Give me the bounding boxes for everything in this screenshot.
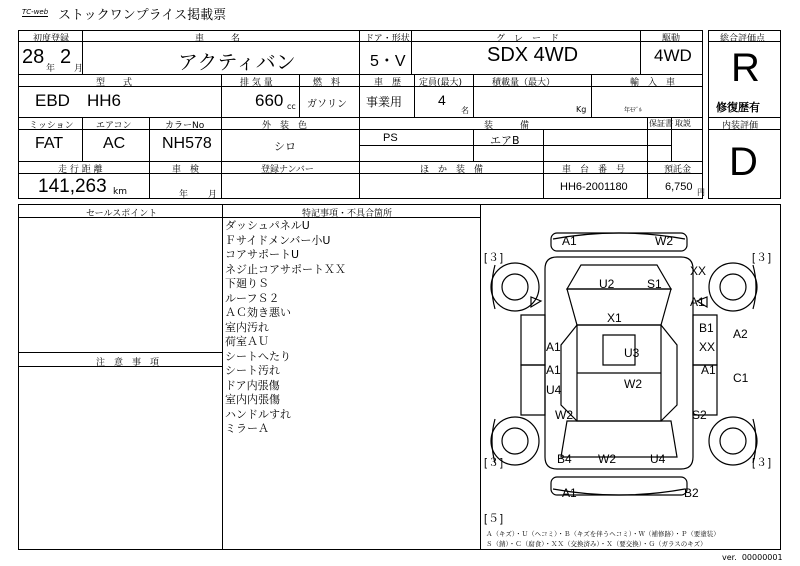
label-color-no: カラーNo (165, 121, 205, 131)
model-value: HH6 (87, 91, 122, 110)
mark-xx-right2: XX (699, 340, 716, 354)
legend-line-2: Ｓ（錆）・Ｃ（腐食）・ＸＸ（交換済み）・Ｘ（要交換）・Ｇ（ガラスのキズ） (486, 540, 707, 548)
label-mileage: 走 行 距 離 (58, 165, 103, 175)
remark-item: ルーフＳ２ (225, 291, 280, 305)
remarks-list (225, 219, 346, 437)
label-aircon: エアコン (96, 121, 132, 131)
remark-item: ハンドルすれ (225, 407, 291, 421)
bracket-bl: [３] (484, 457, 505, 469)
color-value: シロ (274, 140, 296, 153)
mark-w2-top: W2 (655, 234, 673, 248)
capacity-unit: 名 (461, 106, 469, 115)
mark-a2: A2 (733, 327, 748, 341)
history-value: 事業用 (366, 95, 403, 109)
remark-item: 荷室ＡＵ (225, 335, 269, 348)
insp-year-unit: 年 (179, 190, 189, 200)
label-grade: グ レ ー ド (496, 34, 560, 44)
diagram-wheel-fr (709, 263, 757, 311)
label-manual: 取説 (675, 119, 691, 128)
label-inspection: 車 検 (172, 165, 200, 175)
label-price: 預託金 (664, 165, 692, 175)
bracket-br: [３] (752, 457, 773, 469)
equip-airbag: エアB (490, 134, 520, 147)
mark-x1: X1 (607, 311, 622, 325)
reg-month: 2 (60, 46, 72, 68)
mark-b4: B4 (557, 452, 572, 466)
color-no-value: NH578 (162, 135, 212, 152)
label-first-reg: 初度登録 (33, 34, 70, 44)
mission-value: FAT (35, 135, 64, 152)
label-model: 型 式 (96, 78, 133, 88)
mark-u4-bottom: U4 (650, 452, 666, 466)
mark-w2-mid: W2 (624, 377, 642, 391)
remark-item: シート汚れ (225, 364, 280, 377)
page-title: ストックワンプライス掲載票 (58, 8, 227, 23)
legend-line-1: Ａ（キズ）・Ｕ（ヘコミ）・Ｂ（キズを伴うヘコミ）・Ｗ（補修跡）・Ｐ（要塗装） (486, 530, 720, 538)
mark-u4-left: U4 (546, 383, 562, 397)
capacity-value: 4 (438, 92, 446, 108)
diagram-wheel-fl (491, 263, 539, 311)
mark-s2: S2 (692, 408, 707, 422)
label-displacement: 排 気 量 (240, 78, 273, 88)
mark-b1: B1 (699, 321, 714, 335)
label-remarks: 特記事項・不具合箇所 (302, 209, 393, 219)
label-warranty: 保証書 (649, 119, 673, 128)
mark-xx-right: XX (690, 264, 707, 278)
remark-item: Ｆサイドメンバー小U (225, 233, 331, 247)
remark-item: 下廻りＳ (225, 277, 269, 290)
label-equipment: 装 備 (484, 121, 530, 131)
remark-item: シートへたり (225, 349, 291, 363)
interior-grade: D (729, 140, 758, 184)
version: ver. 00000001 (722, 553, 783, 562)
label-interior: 内装評価 (722, 121, 759, 131)
mark-b2: B2 (684, 486, 699, 500)
drive-value: 4WD (654, 46, 692, 65)
mark-a1-left2: A1 (546, 363, 561, 377)
mark-a1-right2: A1 (701, 363, 716, 377)
diagram-wheel-rr (709, 417, 757, 465)
remark-item: ドア内張傷 (225, 378, 280, 392)
price-unit: 円 (697, 188, 705, 197)
label-other-equip: ほ か 装 備 (420, 165, 484, 175)
reg-month-unit: 月 (74, 64, 84, 74)
logo: TC-web (22, 8, 49, 16)
mark-w2-bottom: W2 (598, 452, 616, 466)
cc-unit: cc (287, 102, 296, 111)
mark-s1: S1 (647, 277, 662, 291)
mark-a1-bottom: A1 (562, 486, 577, 500)
label-capacity: 定員(最大) (419, 78, 463, 88)
label-sales-point: セールスポイント (86, 209, 158, 219)
overall-grade: R (731, 46, 760, 90)
label-history: 車 歴 (374, 78, 402, 88)
mileage-value: 141,263 (38, 176, 107, 197)
label-load: 積載量（最大） (492, 78, 556, 88)
remark-item: 室内内張傷 (225, 393, 280, 406)
label-plate: 登録ナンバー (261, 165, 314, 175)
mark-c1: C1 (733, 371, 749, 385)
reg-year-unit: 年 (46, 64, 56, 74)
bracket-bottom: [５] (484, 513, 505, 525)
label-mission: ミッション (29, 121, 74, 131)
remark-item: ダッシュパネルU (225, 219, 310, 232)
label-overall: 総合評価点 (720, 34, 766, 44)
bracket-tr: [３] (752, 252, 773, 264)
remark-item: ＡＣ効き悪い (225, 306, 291, 319)
label-drive: 駆動 (662, 34, 681, 44)
remark-item: ネジ止コアサポートＸＸ (225, 262, 346, 276)
label-fuel: 燃 料 (313, 78, 341, 88)
model-prefix: EBD (35, 91, 70, 110)
mark-a1-top: A1 (562, 234, 577, 248)
label-import: 輸 入 車 (630, 78, 676, 88)
displacement-value: 660 (255, 91, 284, 110)
mark-u3: U3 (624, 346, 640, 360)
reg-year: 28 (22, 46, 45, 68)
kg-unit: Kg (576, 105, 587, 114)
label-exterior: 外 装 色 (262, 121, 308, 131)
grade-value: SDX 4WD (487, 44, 579, 66)
overall-grade-sub: 修復歴有 (716, 101, 760, 114)
mark-w2-left: W2 (555, 408, 573, 422)
aircon-value: AC (103, 135, 126, 152)
remark-item: コアサポートU (225, 248, 300, 261)
label-chassis: 車 台 番 号 (562, 165, 626, 175)
bracket-tl: [３] (484, 252, 505, 264)
price-value: 6,750 (665, 181, 693, 193)
fuel-value: ガソリン (307, 99, 347, 110)
remark-item: 室内汚れ (225, 320, 269, 334)
car-name-value: アクティバン (178, 50, 296, 74)
door-value: 5・V (370, 53, 406, 70)
label-caution: 注 意 事 項 (96, 358, 160, 368)
label-door-shape: ドア・形状 (365, 34, 410, 44)
remark-item: ミラーＡ (225, 422, 269, 435)
import-unit: 年ﾓﾃﾞﾙ (624, 107, 643, 114)
mark-a1-right1: A1 (690, 295, 705, 309)
mark-u2: U2 (599, 277, 615, 291)
label-car-name: 車 名 (195, 34, 241, 44)
equip-ps: PS (383, 132, 398, 144)
mark-a1-left1: A1 (546, 340, 561, 354)
insp-month-unit: 月 (208, 190, 218, 200)
chassis-value: HH6-2001180 (560, 181, 628, 193)
km-unit: km (113, 187, 127, 197)
